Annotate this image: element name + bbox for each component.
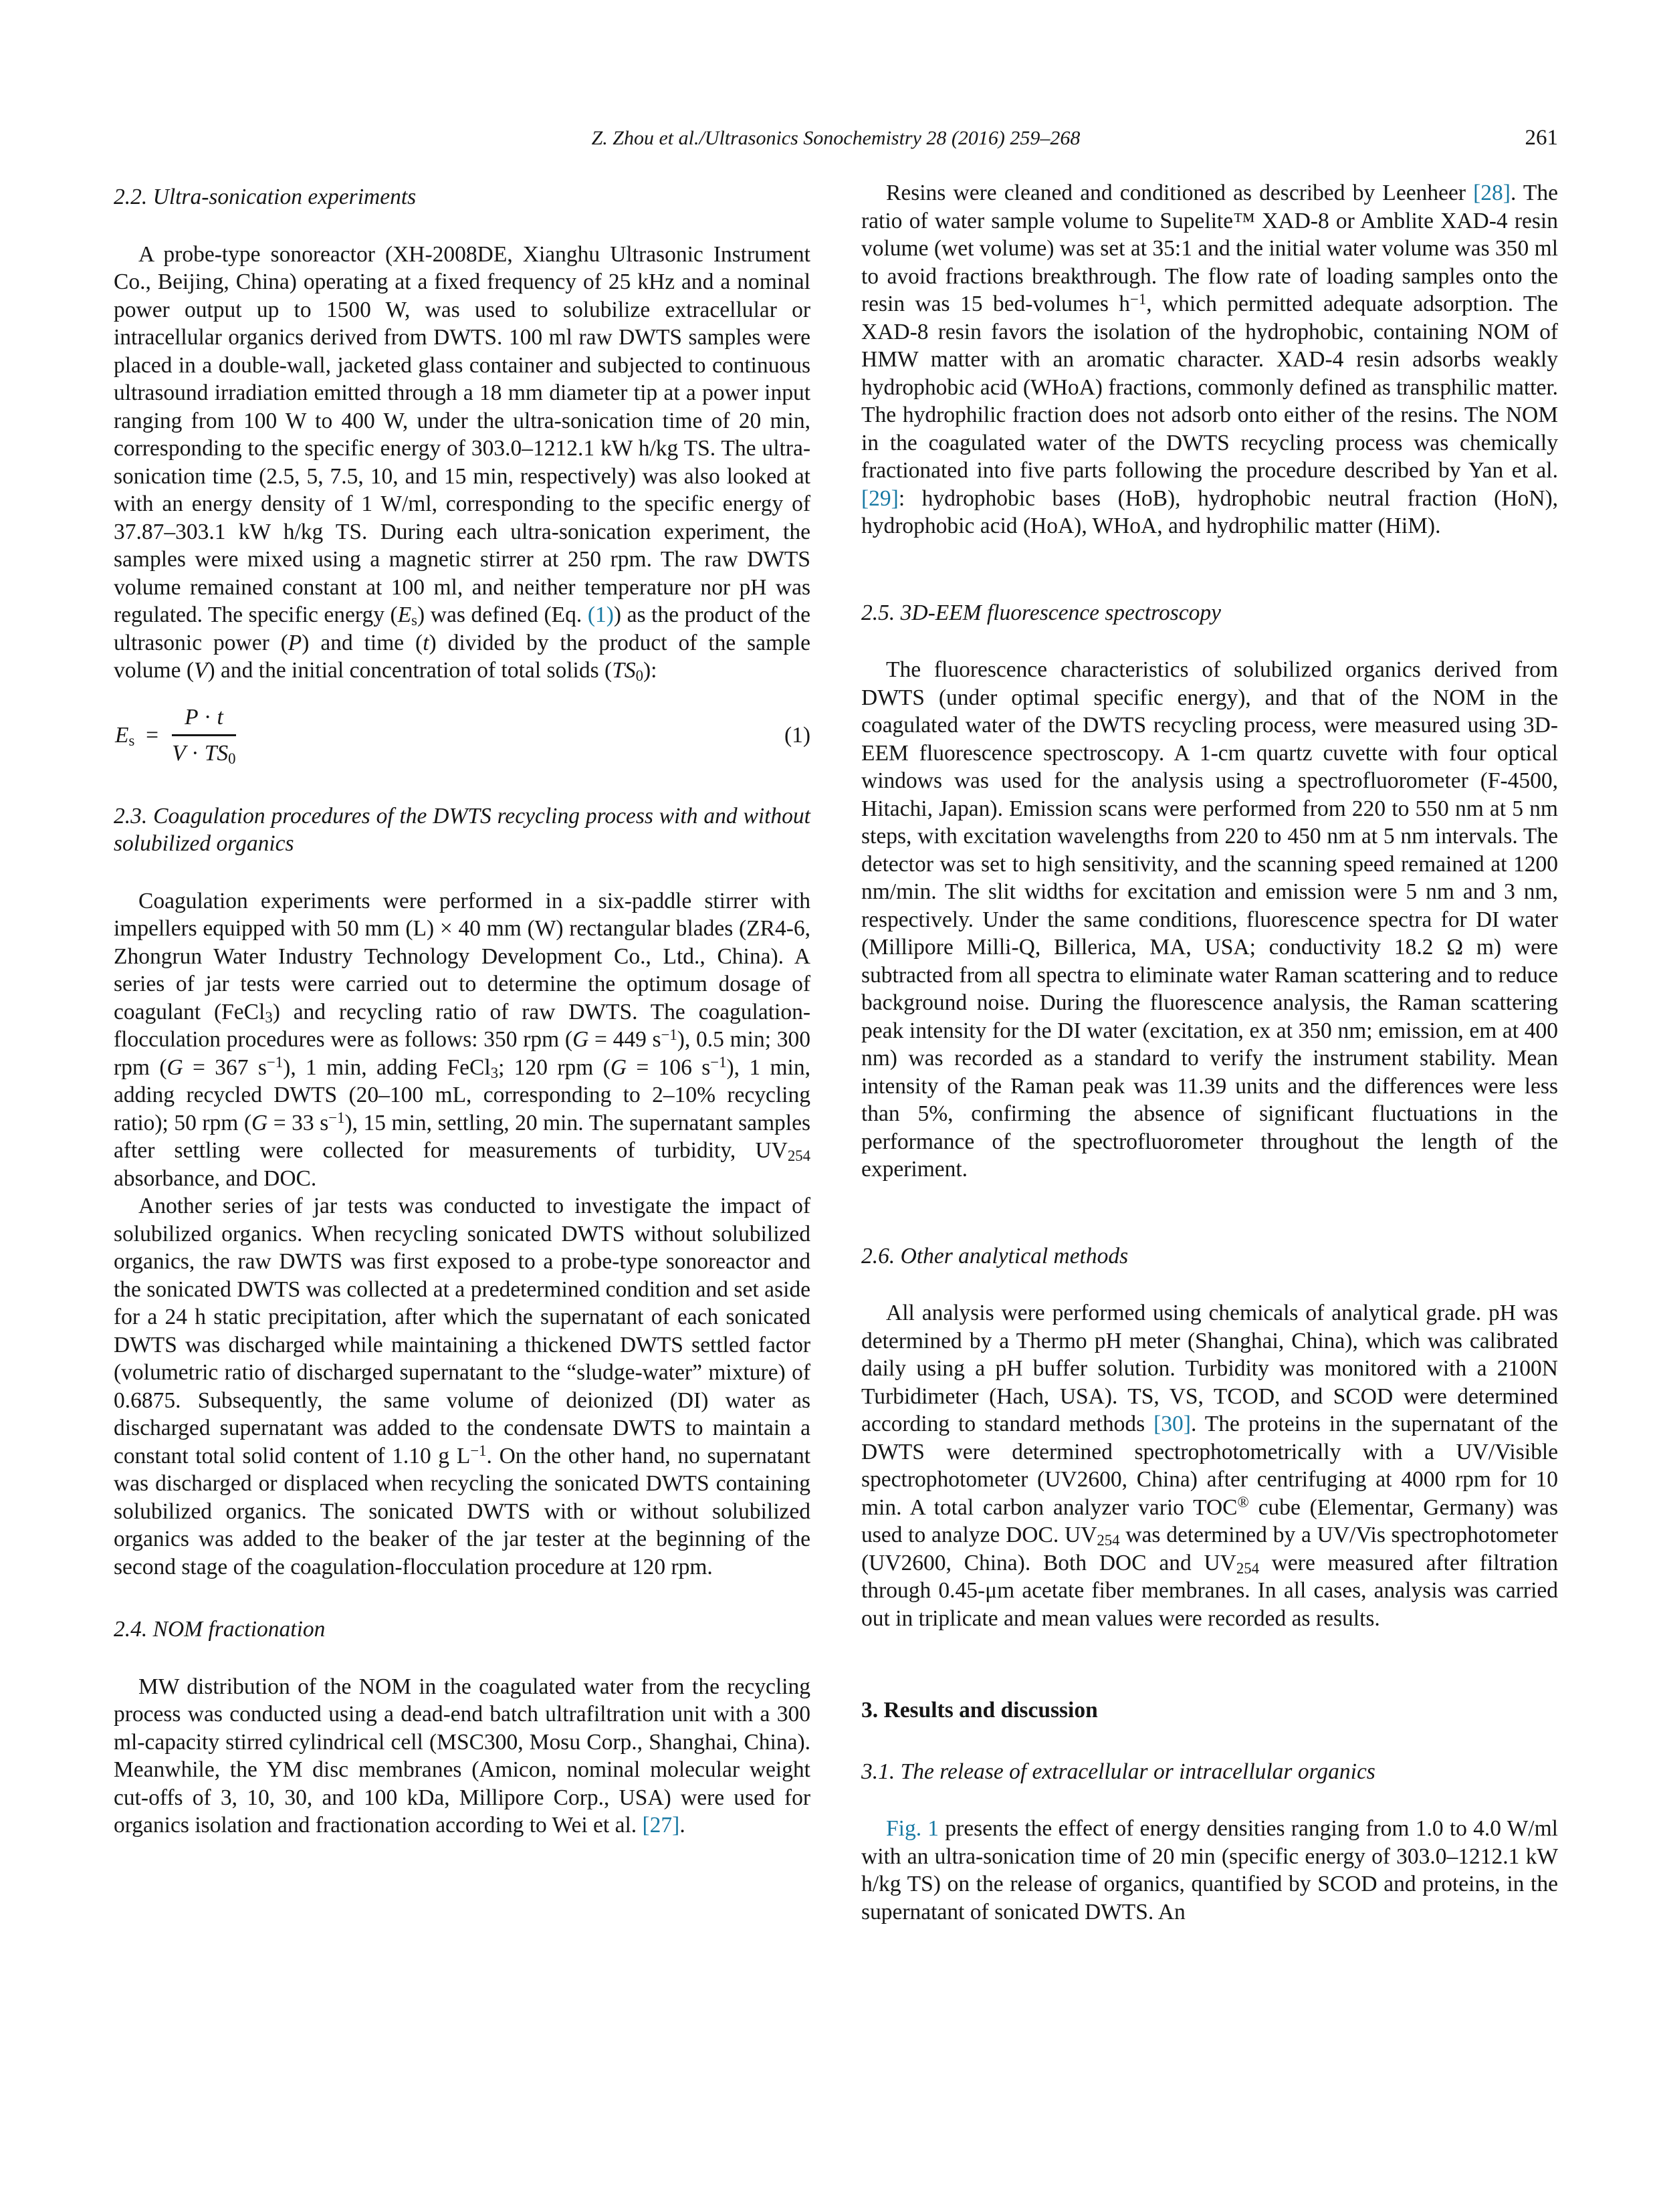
- citation-link[interactable]: [30]: [1153, 1412, 1191, 1436]
- equation-numerator: P · t: [172, 703, 235, 737]
- left-column: [114, 179, 810, 1840]
- paragraph-ultrasonication: A probe-type sonoreactor (XH-2008DE, Xianghu Ultrasonic Instrument Co., Beijing, China) operating at a fixed frequency of 25 kHz and a nominal power output up to 1500 W, was used to solubilize extracellular or intracellular organics derived from DWTS. 100 ml raw DWTS samples were placed in a double-wall, jacketed glass container and subjected to continuous ultrasound irradiation emitted through a 18 mm diameter tip at a power input ranging from 100 W to 400 W, under the ultra-sonication time of 20 min, corresponding to the specific energy of 303.0–1212.1 kW h/kg TS. The ultra-sonication time (2.5, 5, 7.5, 10, and 15 min, respectively) was also looked at with an energy density of 1 W/ml, corresponding to the specific energy of 37.87–303.1 kW h/kg TS. During each ultra-sonication experiment, the samples were mixed using a magnetic stirrer at 250 rpm. The raw DWTS volume remained constant at 100 ml, and neither temperature nor pH was regulated. The specific energy $(E_s)$ was defined (Eq. (1)) as the product of the ultrasonic power (P) and time (t) divided by the product of the sample volume (V) and the initial concentration of total solids $(TS_0)$:: [114, 241, 811, 684]
- section-heading-3: 3. Results and discussion: [861, 1698, 1098, 1723]
- equation-1: [115, 703, 810, 768]
- citation-link[interactable]: [29]: [861, 485, 899, 511]
- equation-lhs: $E_s$ =: [115, 722, 164, 749]
- section-heading-2-4: 2.4. NOM fractionation: [114, 1617, 326, 1642]
- equation-denominator: $V \cdot TS_0$: [172, 741, 236, 767]
- citation-link[interactable]: Fig. 1: [886, 1816, 939, 1841]
- paragraph-coagulation-2: Another series of jar tests was conducted to investigate the impact of solubilized organics. When recycling sonicated DWTS without solubilized organics, the raw DWTS was first exposed to a probe-type sonoreactor and the sonicated DWTS was collected at a predetermined condition and set aside for a 24 h static precipitation, after which the supernatant of each sonicated DWTS was discharged while maintaining a thickened DWTS settled factor (volumetric ratio of discharged supernatant to the “sludge-water” mixture) of 0.6875. Subsequently, the same volume of deionized (DI) water as discharged supernatant was added to the condensate DWTS to maintain a constant total solid content of 1.10 g $L^{-1}$. On the other hand, no supernatant was discharged or displaced when recycling the sonicated DWTS containing solubilized organics. The sonicated DWTS with or without solubilized organics was added to the beaker of the jar tester at the beginning of the second stage of the coagulation-flocculation procedure at 120 rpm.: [114, 1194, 810, 1579]
- paragraph-fluorescence: The fluorescence characteristics of solubilized organics derived from DWTS (under optimal specific energy), and that of the NOM in the coagulated water of the DWTS recycling process, were measured using 3D-EEM fluorescence spectroscopy. A 1-cm quartz cuvette with four optical windows was used for the analysis using a spectrofluorometer (F-4500, Hitachi, Japan). Emission scans were performed from 220 to 550 nm at 5 nm steps, with excitation wavelengths from 220 to 450 nm at 5 nm intervals. The detector was set to high sensitivity, and the scanning speed remained at 1200 nm/min. The slit widths for excitation and emission were 5 nm and 3 nm, respectively. Under the same conditions, fluorescence spectra for DI water (Millipore Milli-Q, Billerica, MA, USA; conductivity 18.2 Ω m) were subtracted from all spectra to eliminate water Raman scattering and to reduce background noise. During the fluorescence analysis, the Raman scattering peak intensity for the DI water (excitation, ex at 350 nm; emission, em at 400 nm) was recorded as a standard to verify the instrument stability. Mean intensity of the Raman peak was 11.39 units and the differences were less than 5%, confirming the absence of significant fluctuations in the performance of the spectrofluorometer throughout the length of the experiment.: [861, 657, 1558, 1182]
- section-heading-2-3: 2.3. Coagulation procedures of the DWTS recycling process with and without solubilized organics: [114, 803, 810, 856]
- section-heading-2-5: 2.5. 3D-EEM fluorescence spectroscopy: [861, 600, 1221, 625]
- citation-link[interactable]: [27]: [642, 1813, 680, 1838]
- paragraph-analytical-methods: All analysis were performed using chemicals of analytical grade. pH was determined by a Thermo pH meter (Shanghai, China), which was calibrated daily using a pH buffer solution. Turbidity was monitored with a 2100N Turbidimeter (Hach, USA). TS, VS, TCOD, and SCOD were determined according to standard methods [30]. The proteins in the supernatant of the DWTS were determined spectrophotometrically with a UV/Visible spectrophotometer (UV2600, China) after centrifuging at 4000 rpm for 10 min. A total carbon analyzer vario TOC® cube (Elementar, Germany) was used to analyze DOC. $UV_{254}$ was determined by a UV/Vis spectrophotometer (UV2600, China). Both DOC and $UV_{254}$ were measured after filtration through 0.45-μm acetate fiber membranes. In all cases, analysis was carried out in triplicate and mean values were recorded as results.: [861, 1301, 1558, 1631]
- citation-link[interactable]: [28]: [1473, 181, 1511, 205]
- equation-number: (1): [784, 722, 810, 748]
- paragraph-results-intro: Fig. 1 presents the effect of energy densities ranging from 1.0 to 4.0 W/ml with an ultra-sonication time of 20 min (specific energy of 303.0–1212.1 kW h/kg TS) on the release of organics, quantified by SCOD and proteins, in the supernatant of sonicated DWTS. An: [861, 1816, 1558, 1924]
- paragraph-coagulation-1: Coagulation experiments were performed in a six-paddle stirrer with impellers equipped with 50 mm (L) × 40 mm (W) rectangular blades (ZR4-6, Zhongrun Water Industry Technology Development Co., Ltd., China). A series of jar tests were carried out to determine the optimum dosage of coagulant (FeCl$_3$) and recycling ratio of raw DWTS. The coagulation-flocculation procedures were as follows: 350 rpm (G = 449 $s^{-1}$), 0.5 min; 300 rpm (G = 367 $s^{-1}$), 1 min, adding FeCl$_3$; 120 rpm (G = 106 $s^{-1}$), 1 min, adding recycled DWTS (20–100 mL, corresponding to 2–10% recycling ratio); 50 rpm (G = 33 $s^{-1}$), 15 min, settling, 20 min. The supernatant samples after settling were collected for measurements of turbidity, $UV_{254}$ absorbance, and DOC.: [114, 888, 811, 1191]
- paragraph-resins: Resins were cleaned and conditioned as described by Leenheer [28]. The ratio of water sample volume to Supelite™ XAD-8 or Amblite XAD-4 resin volume (wet volume) was set at 35:1 and the initial water volume was 350 ml to avoid fractions breakthrough. The flow rate of loading samples onto the resin was 15 bed-volumes $h^{-1}$, which permitted adequate adsorption. The XAD-8 resin favors the isolation of the hydrophobic, containing NOM of HMW matter with an aromatic character. XAD-4 resin adsorbs weakly hydrophobic acid (WHoA) fractions, commonly defined as transphilic matter. The hydrophilic fraction does not adsorb onto either of the resins. The NOM in the coagulated water of the DWTS recycling process was chemically fractionated into five parts following the procedure described by Yan et al. [29]: hydrophobic bases (HoB), hydrophobic neutral fraction (HoN), hydrophobic acid (HoA), WHoA, and hydrophilic matter (HiM).: [861, 181, 1559, 538]
- right-column: [861, 179, 1558, 1926]
- page-number: 261: [1525, 126, 1558, 150]
- equation-fraction: [172, 703, 235, 768]
- section-heading-3-1: 3.1. The release of extracellular or intracellular organics: [861, 1759, 1375, 1784]
- paragraph-nom-fractionation: MW distribution of the NOM in the coagulated water from the recycling process was conducted using a dead-end batch ultrafiltration unit with a 300 ml-capacity stirred cylindrical cell (MSC300, Mosu Corp., Shanghai, China). Meanwhile, the YM disc membranes (Amicon, nominal molecular weight cut-offs of 3, 10, 30, and 100 kDa, Millipore Corp., USA) were used for organics isolation and fractionation according to Wei et al. [27].: [114, 1674, 810, 1838]
- section-heading-2-2: 2.2. Ultra-sonication experiments: [114, 185, 417, 209]
- citation-link[interactable]: (1): [587, 602, 614, 627]
- section-heading-2-6: 2.6. Other analytical methods: [861, 1243, 1129, 1268]
- running-head: Z. Zhou et al./Ultrasonics Sonochemistry 28 (2016) 259–268: [591, 127, 1081, 149]
